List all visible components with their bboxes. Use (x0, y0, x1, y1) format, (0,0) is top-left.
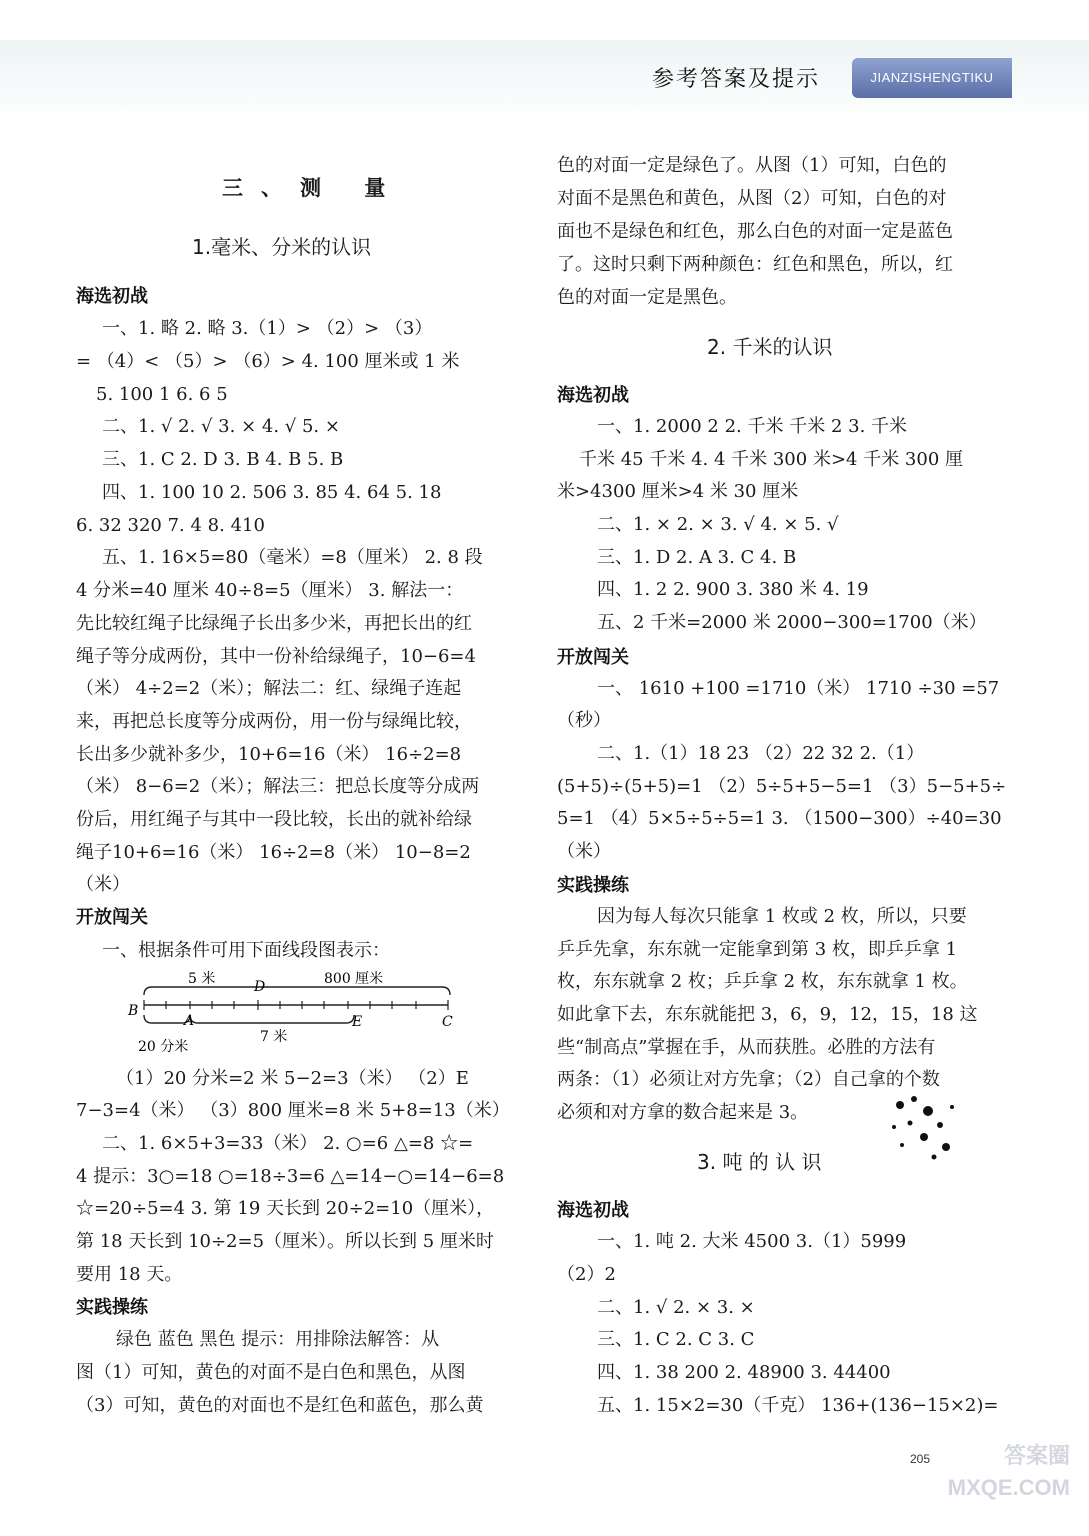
answer-line: 第 18 天长到 10÷2=5（厘米）。所以长到 5 厘米时 (76, 1231, 494, 1252)
answer-line: 四、1. 2 2. 900 3. 380 米 4. 19 (597, 579, 869, 600)
answer-line: 一、1. 略 2. 略 3.（1）> （2）> （3） (102, 318, 433, 339)
answer-line: 对面不是黑色和黄色，从图（2）可知，白色的对 (557, 188, 947, 209)
answer-line: 绳子10+6=16（米） 16÷2=8（米） 10−8=2 (76, 842, 471, 863)
answer-line: 三、1. C 2. D 3. B 4. B 5. B (102, 449, 344, 470)
answer-line: 五、1. 16×5=80（毫米）=8（厘米） 2. 8 段 (102, 547, 483, 568)
label-20dm: 20 分米 (138, 1039, 189, 1055)
section-title-shijian-2: 实践操练 (557, 875, 629, 896)
answer-line: 二、1. 6×5+3=33（米） 2. ○=6 △=8 ☆= (102, 1133, 474, 1154)
answer-line: 一、1. 2000 2 2. 千米 千米 2 3. 千米 (597, 416, 908, 437)
answer-line: 一、 1610 +100 =1710（米） 1710 ÷30 =57 (597, 678, 1000, 699)
answer-line: 来，再把总长度等分成两份，用一份与绿绳比较， (76, 711, 472, 732)
answer-line: 7−3=4（米） （3）800 厘米=8 米 5+8=13（米） (76, 1100, 510, 1121)
bottom-brace-mid (190, 1015, 354, 1023)
chapter-title: 三、测 量 (222, 176, 404, 200)
answer-line: 二、1. × 2. × 3. √ 4. × 5. √ (597, 514, 839, 535)
answer-line: 了。这时只剩下两种颜色：红色和黑色，所以，红 (557, 254, 953, 275)
answer-line: 四、1. 100 10 2. 506 3. 85 4. 64 5. 18 (102, 482, 442, 503)
answer-line: 一、1. 吨 2. 大米 4500 3.（1）5999 (597, 1231, 907, 1252)
answer-line: 6. 32 320 7. 4 8. 410 (76, 515, 265, 536)
answer-line: 因为每人每次只能拿 1 枚或 2 枚，所以，只要 (597, 906, 967, 927)
answer-line: 两条：（1）必须让对方先拿；（2）自己拿的个数 (557, 1069, 940, 1090)
answer-line: 4 分米=40 厘米 40÷8=5（厘米） 3. 解法一： (76, 580, 464, 601)
label-7m: 7 米 (260, 1029, 288, 1045)
answer-line: (5+5)÷(5+5)=1 （2）5÷5+5−5=1 （3）5−5+5÷ (557, 776, 1007, 797)
page-number: 205 (910, 1452, 931, 1466)
answer-line: 米>4300 厘米>4 米 30 厘米 (557, 481, 799, 502)
answer-line: 长出多少就补多少，10+6=16（米） 16÷2=8 (76, 744, 462, 765)
answer-line: （2）2 (557, 1264, 616, 1285)
header-badge: JIANZISHENGTIKU (852, 58, 1012, 98)
answer-line: （米） (557, 841, 611, 862)
section-title-kaifang-2: 开放闯关 (557, 647, 629, 668)
answer-line: 5=1 （4）5×5÷5÷5=1 3. （1500−300）÷40=30 (557, 808, 1002, 829)
watermark (900, 1440, 1070, 1530)
section-title-shijian: 实践操练 (76, 1297, 148, 1318)
answer-line: 图（1）可知，黄色的对面不是白色和黑色，从图 (76, 1362, 466, 1383)
answer-line: = （4）< （5）> （6）> 4. 100 厘米或 1 米 (76, 351, 460, 372)
answer-line: 一、根据条件可用下面线段图表示： (102, 940, 390, 961)
answer-line: （米） 8−6=2（米）；解法三：把总长度等分成两 (76, 776, 480, 797)
answer-line: 5. 100 1 6. 6 5 (96, 384, 228, 405)
answer-line: 先比较红绳子比绿绳子长出多少米，再把长出的红 (76, 613, 472, 634)
watermark-line-2: MXQE.COM (947, 1475, 1070, 1500)
answer-line: 面也不是绿色和红色，那么白色的对面一定是蓝色 (557, 221, 953, 242)
answer-line: 五、1. 15×2=30（千克） 136+(136−15×2)= (597, 1395, 999, 1416)
label-800cm: 800 厘米 (324, 971, 384, 987)
answer-line: （1）20 分米=2 米 5−2=3（米） （2）E (116, 1068, 469, 1089)
watermark-line-1: 答案圈 (1003, 1443, 1070, 1468)
answer-line: 必须和对方拿的数合起来是 3。 (557, 1102, 809, 1123)
answer-line: 千米 45 千米 4. 4 千米 300 米>4 千米 300 厘 (579, 449, 963, 470)
header-title: 参考答案及提示 (652, 67, 821, 92)
section-title-haixuan: 海选初战 (76, 286, 148, 307)
answer-line: 二、1. √ 2. × 3. × (597, 1297, 755, 1318)
label-a: A (184, 1013, 195, 1029)
section-title-haixuan-2: 海选初战 (557, 385, 629, 406)
answer-line: 三、1. D 2. A 3. C 4. B (597, 547, 797, 568)
label-5m: 5 米 (188, 971, 216, 987)
answer-line: 乒乒先拿，东东就一定能拿到第 3 枚，即乒乒拿 1 (557, 939, 958, 960)
answer-line: 二、1. √ 2. √ 3. × 4. √ 5. × (102, 416, 340, 437)
answer-line: （秒） (557, 710, 611, 731)
answer-line: 4 提示：3○=18 ○=18÷3=6 △=14−○=14−6=8 (76, 1166, 505, 1187)
answer-line: 四、1. 38 200 2. 48900 3. 44400 (597, 1362, 891, 1383)
answer-line: 枚，东东就拿 2 枚；乒乒拿 2 枚，东东就拿 1 枚。 (557, 971, 968, 992)
label-c: C (442, 1014, 453, 1030)
label-e: E (352, 1014, 363, 1030)
answer-line: 二、1.（1）18 23 （2）22 32 2.（1） (597, 743, 925, 764)
answer-line: 如此拿下去，东东就能把 3，6，9，12，15，18 这 (557, 1004, 978, 1025)
answer-line: 绳子等分成两份，其中一份补给绿绳子，10−6=4 (76, 646, 476, 667)
line-segment-diagram (120, 965, 480, 1065)
subtitle-3: 3. 吨 的 认 识 (697, 1150, 822, 1174)
answer-line: 份后，用红绳子与其中一段比较，长出的就补给绿 (76, 809, 472, 830)
answer-line: （米） 4÷2=2（米）；解法二：红、绿绳子连起 (76, 678, 462, 699)
top-brace (144, 987, 450, 995)
answer-line: （3）可知，黄色的对面也不是红色和蓝色，那么黄 (76, 1395, 484, 1416)
section-title-kaifang: 开放闯关 (76, 907, 148, 928)
answer-line: ☆=20÷5=4 3. 第 19 天长到 20÷2=10（厘米）， (76, 1198, 495, 1219)
answer-line: 绿色 蓝色 黑色 提示：用排除法解答：从 (116, 1329, 440, 1350)
answer-line: 色的对面一定是黑色。 (557, 287, 737, 308)
label-d: D (254, 979, 266, 995)
subtitle-2: 2. 千米的认识 (707, 335, 833, 359)
section-title-haixuan-3: 海选初战 (557, 1200, 629, 1221)
answer-line: 三、1. C 2. C 3. C (597, 1329, 755, 1350)
answer-line: 五、2 千米=2000 米 2000−300=1700（米） (597, 612, 987, 633)
label-b: B (128, 1003, 139, 1019)
answer-line: 些“制高点”掌握在手，从而获胜。必胜的方法有 (557, 1037, 936, 1058)
answer-line: 色的对面一定是绿色了。从图（1）可知，白色的 (557, 155, 947, 176)
answer-line: 要用 18 天。 (76, 1264, 183, 1285)
ink-splatter-decoration (880, 1085, 970, 1175)
subtitle-1: 1.毫米、分米的认识 (192, 235, 372, 259)
answer-line: （米） (76, 874, 130, 895)
